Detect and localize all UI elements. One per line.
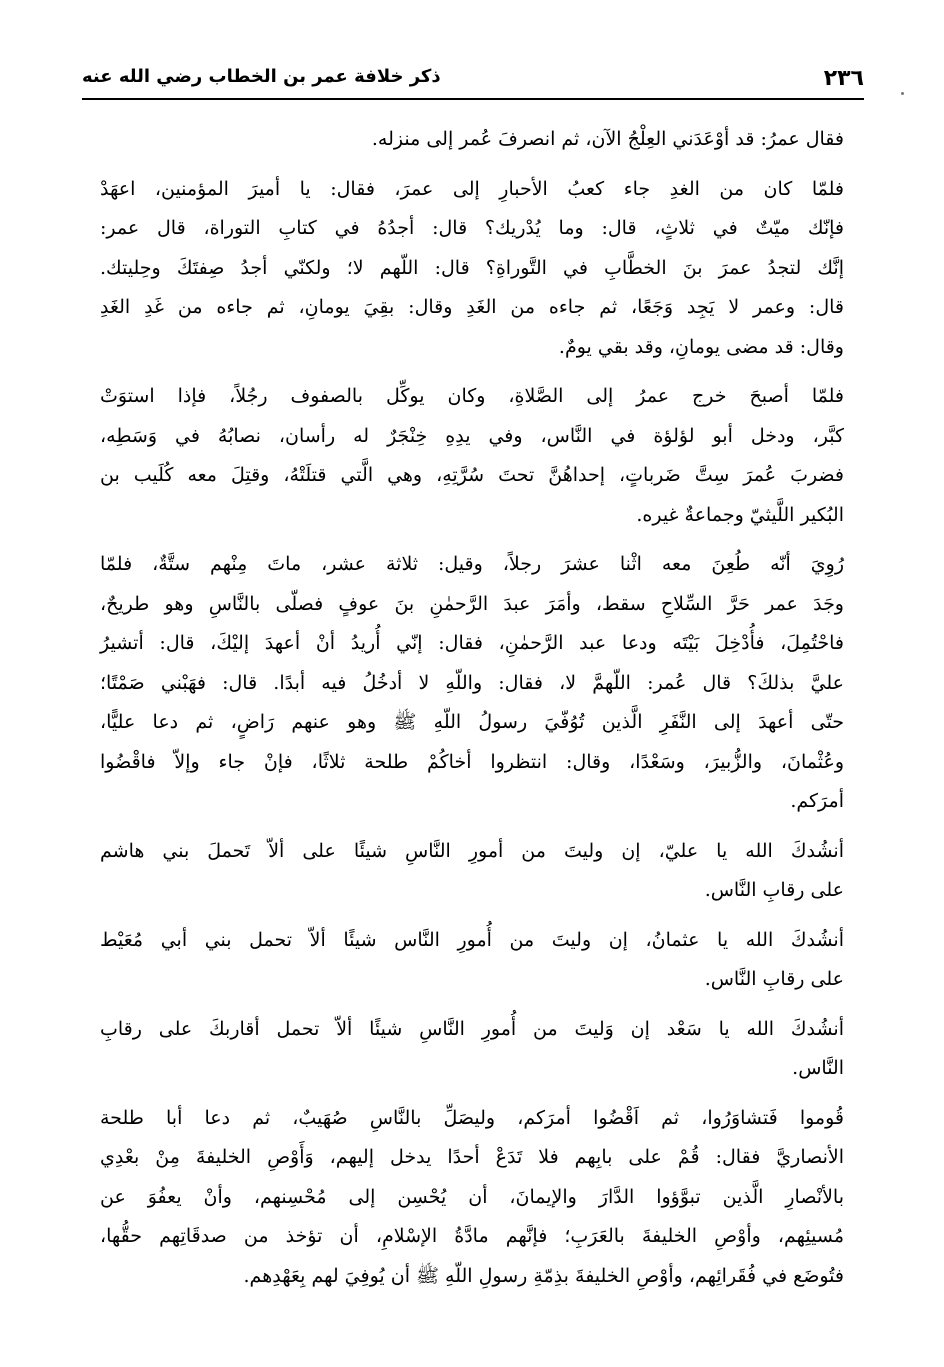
text-line: فلمّا أصبحَ خرج عمرُ إلى الصَّلاةِ، وكان يوكِّل بالصفوف رجُلاً، فإذا استوَتْ bbox=[100, 385, 844, 407]
paragraph bbox=[100, 545, 844, 822]
text-line: أنشُدكَ الله يا سَعْد إن وَليتَ من أُمورِ النَّاسِ شيئًا ألاّ تحمل أقاربكَ على رقابِ bbox=[100, 1017, 844, 1040]
paragraph bbox=[100, 921, 844, 1000]
text-line: على رقابِ النَّاس. bbox=[704, 879, 844, 901]
text-line: إنَّك لتجدُ عمرَ بنَ الخطَّابِ في التَّوراةِ؟ قال: اللّهم لا؛ ولكنّي أجدُ صِفتَكَ وحِليتك. bbox=[100, 256, 844, 279]
text-line: أنشُدكَ الله يا عليّ، إن وليتَ من أمورِ النَّاسِ شيئًا على ألاّ تَحملَ بني هاشم bbox=[100, 839, 844, 862]
text-line: فتُوضَع في فُقَرائِهم، وأوْصِ الخليفةَ بذِمّةِ رسولِ اللّهِ ﷺ أن يُوفِيَ لهم بِعَهْدِهم. bbox=[243, 1264, 844, 1287]
paragraph bbox=[100, 120, 844, 160]
paragraph bbox=[100, 1010, 844, 1089]
text-line: وعُثْمانَ، والزُّبيرَ، وسَعْدًا، وقال: انتظروا أخاكُمْ طلحة ثلاثًا، فإنْ جاء وإلاّ فاقْضُوا bbox=[100, 750, 844, 773]
text-line: فقال عمرُ: قد أوْعَدَني العِلْجُ الآن، ثم انصرفَ عُمر إلى منزله. bbox=[371, 128, 844, 150]
text-line: مُسيئِهم، وأوْصِ الخليفةَ بالعَرَبِ؛ فإنَّهم مادَّةُ الإسْلامِ، أن تؤخذ من صدقَاتِهم حقُّها، bbox=[100, 1225, 844, 1247]
text-line: البُكير اللَّيثيّ وجماعةٌ غيره. bbox=[636, 503, 844, 526]
page-number: ٢٣٦ bbox=[823, 66, 864, 91]
paragraph bbox=[100, 832, 844, 911]
text-line: أمرَكم. bbox=[790, 790, 844, 812]
text-line: أنشُدكَ الله يا عثمانُ، إن وليتَ من أُمورِ النَّاس شيئًا ألاّ تحمل بني أبي مُعَيْط bbox=[100, 928, 844, 951]
text-line: النَّاس. bbox=[792, 1057, 844, 1079]
text-line: بالأنْصارِ الَّذين تبوَّؤوا الدَّارَ والإيمانَ، أن يُحْسِن إلى مُحْسِنهم، وأنْ يعفُوَ عن bbox=[100, 1185, 844, 1208]
text-line: فاحْتُمِلَ، فأُدْخِلَ بَيْتَه ودعا عبد الرَّحمٰنِ، فقال: إنّي أُريدُ أنْ أعهدَ إليْكَ، قال: أتشيرُ bbox=[100, 632, 844, 654]
text-line: فلمّا كان من الغدِ جاء كعبُ الأحبارِ إلى عمرَ، فقال: يا أميرَ المؤمنين، اعهَدْ bbox=[100, 177, 844, 200]
text-line: وقال: قد مضى يومانِ، وقد بقي يومٌ. bbox=[558, 335, 844, 358]
text-line: الأنصاريَّ فقال: قُمْ على بابِهم فلا تَدَعْ أحدًا يدخل إليهم، وَأَوْصِ الخليفةَ مِنْ بعْدِي bbox=[100, 1146, 844, 1168]
text-line: فضربَ عُمرَ سِتَّ ضَرباتٍ، إحداهُنَّ تحتَ سُرَّتِهِ، وهي الَّتي قتلَتْهُ، وقتِلَ معه كُلَيب بن bbox=[100, 464, 844, 486]
running-title: ذكر خلافة عمر بن الخطاب رضي الله عنه bbox=[82, 66, 441, 87]
text-line: عليَّ بذلكَ؟ قال عُمر: اللّهمَّ لا، فقال: واللّهِ لا أدخُلُ فيه أبدًا. قال: فهَبْني صَمْتًا؛ bbox=[100, 671, 844, 694]
text-line: قُوموا فَتشاوَرُوا، ثم اَقْضُوا أمرَكم، وليصَلِّ بالنَّاسِ صُهَيبٌ، ثم دعا أبا طلحة bbox=[100, 1106, 844, 1129]
paragraph bbox=[100, 1099, 844, 1297]
text-line: حتّى أعهدَ إلى النَّفَرِ الَّذين تُوُفّيَ رسولُ اللّهِ ﷺ وهو عنهم رَاضٍ، ثم دعا عليًّا، bbox=[100, 711, 844, 733]
text-line: قال: وعمر لا يَجِد وَجَعًا، ثم جاءه من الغَدِ وقال: بقِيَ يومانِ، ثم جاءه من غَدِ الغَدِ bbox=[100, 296, 844, 318]
paragraph bbox=[100, 377, 844, 535]
page-body bbox=[100, 120, 844, 1306]
scan-speck bbox=[901, 92, 904, 95]
paragraph bbox=[100, 170, 844, 368]
text-line: وجَدَ عمر حَرَّ السِّلاحِ سقط، وأمَرَ عبدَ الرَّحمٰنِ بنَ عوفٍ فصلّى بالنَّاسِ وهو طريحٌ، bbox=[100, 592, 844, 615]
text-line: فإنّك ميّتٌ في ثلاثٍ، قال: وما يُدْريك؟ قال: أجدُهُ في كتابِ التوراة، قال عمر: bbox=[100, 217, 844, 239]
text-line: على رقابِ النَّاس. bbox=[704, 968, 844, 990]
text-line: كبَّر، ودخل أبو لؤلؤة في النَّاس، وفي يدِهِ خِنْجَرٌ له رأسان، نصابُهُ في وَسَطِه، bbox=[100, 424, 844, 447]
page-header bbox=[82, 62, 864, 100]
text-line: رُوِيَ أنّه طُعِنَ معه اثْنا عشرَ رجلاً، وقيل: ثلاثة عشر، ماتَ مِنْهم ستَّةٌ، فلمّا bbox=[100, 553, 844, 575]
